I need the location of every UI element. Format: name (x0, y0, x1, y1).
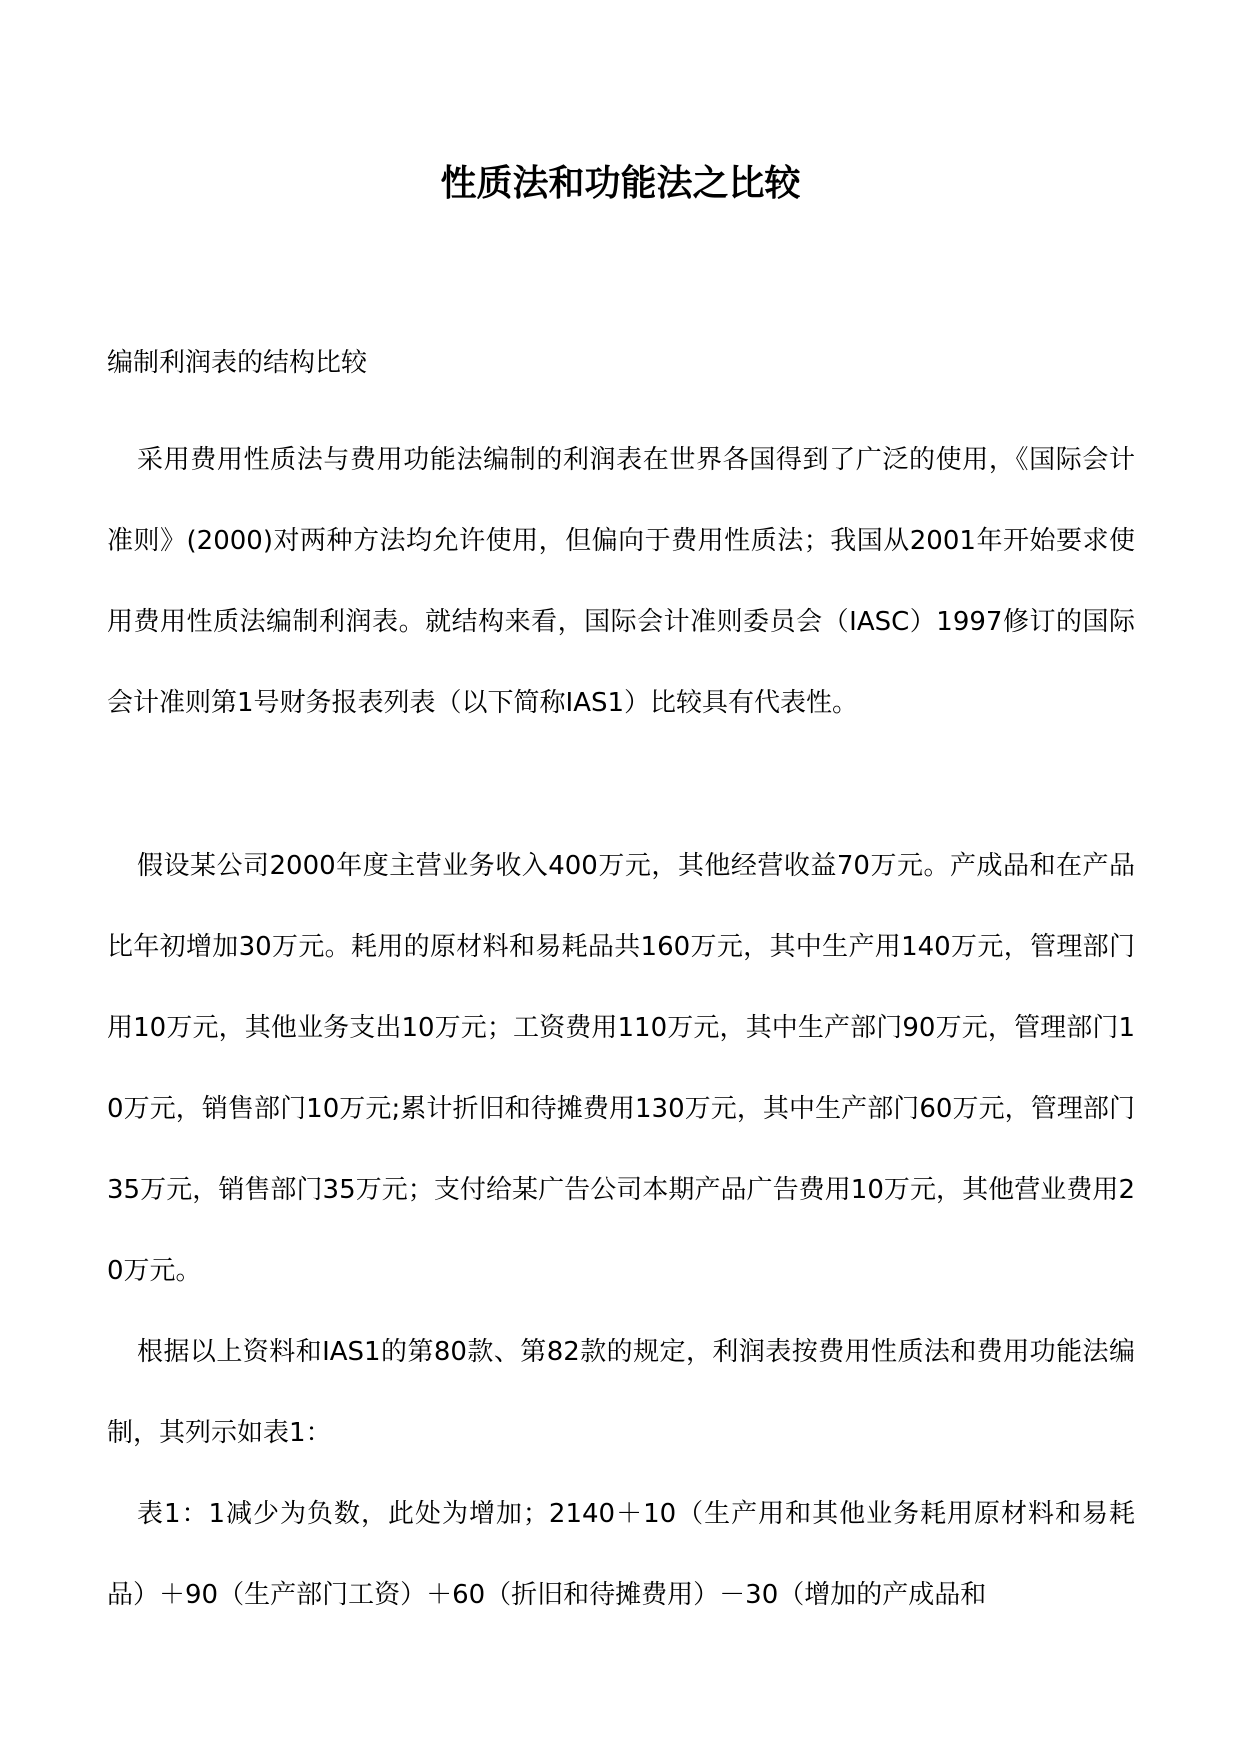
section-heading: 编制利润表的结构比较 (107, 348, 368, 378)
paragraph-intro: 采用费用性质法与费用功能法编制的利润表在世界各国得到了广泛的使用，《国际会计准则》(2000)对两种方法均允许使用，但偏向于费用性质法；我国从2001年开始要求使用费用性质法编制利润表。就结构来看，国际会计准则委员会（IASC）1997修订的国际会计准则第1号财务报表列表（以下简称IAS1）比较具有代表性。 (107, 445, 1135, 718)
paragraph-table-note: 表1：1减少为负数，此处为增加；2140＋10（生产用和其他业务耗用原材料和易耗品）＋90（生产部门工资）＋60（折旧和待摊费用）－30（增加的产成品和 (107, 1499, 1135, 1610)
document-title: 性质法和功能法之比较 (440, 162, 801, 204)
paragraph-assumption: 假设某公司2000年度主营业务收入400万元，其他经营收益70万元。产成品和在产品比年初增加30万元。耗用的原材料和易耗品共160万元，其中生产用140万元，管理部门用10万元，其他业务支出10万元；工资费用110万元，其中生产部门90万元，管理部门10万元，销售部门10万元;累计折旧和待摊费用130万元，其中生产部门60万元，管理部门35万元，销售部门35万元；支付给某广告公司本期产品广告费用10万元，其他营业费用20万元。 (107, 851, 1135, 1286)
paragraph-basis: 根据以上资料和IAS1的第80款、第82款的规定，利润表按费用性质法和费用功能法编制，其列示如表1： (107, 1337, 1135, 1448)
